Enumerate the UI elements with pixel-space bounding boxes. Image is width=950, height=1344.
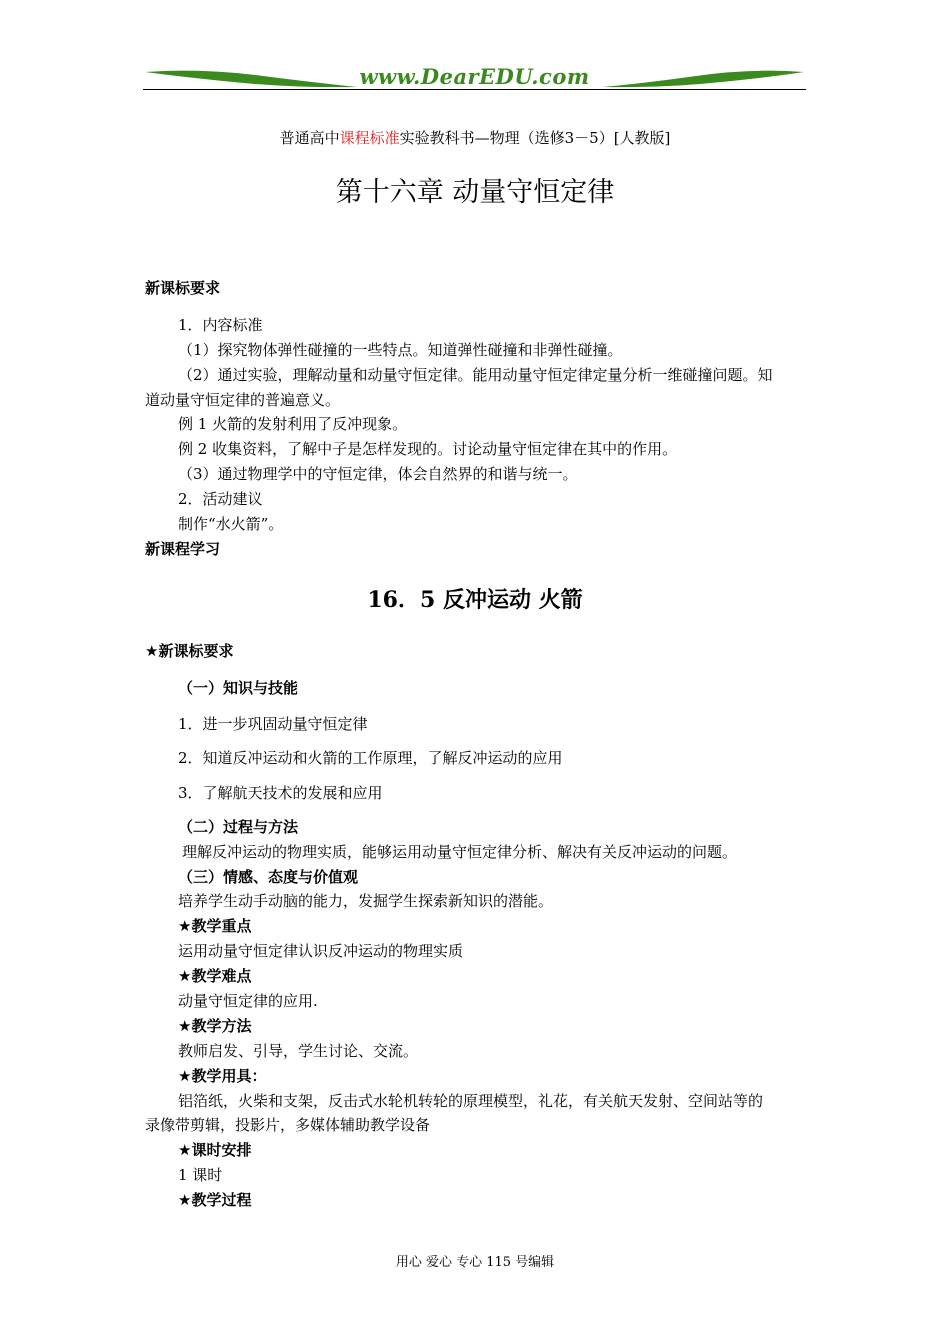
intro-line: 2．活动建议: [178, 490, 263, 508]
intro-heading: 新课标要求: [145, 279, 221, 297]
emotion-values-text: 培养学生动手动脑的能力，发掘学生探索新知识的潜能。: [178, 892, 554, 910]
chapter-title: 第十六章 动量守恒定律: [335, 177, 615, 208]
study-heading: 新课程学习: [145, 540, 221, 558]
intro-line: （3）通过物理学中的守恒定律，体会自然界的和谐与统一。: [178, 465, 578, 483]
intro-line: 例 1 火箭的发射利用了反冲现象。: [178, 415, 408, 433]
process-method-heading: （二）过程与方法: [178, 818, 299, 836]
subtitle-highlight: 课程标准: [339, 129, 400, 147]
method-text: 教师启发、引导，学生讨论、交流。: [178, 1042, 419, 1060]
intro-line: 制作“水火箭”。: [178, 515, 284, 533]
book-subtitle: 普通高中课程标准实验教科书—物理（选修3－5）[人教版]: [279, 129, 671, 147]
knowledge-item: 2．知道反冲运动和火箭的工作原理，了解反冲运动的应用: [178, 749, 563, 767]
tools-text: 录像带剪辑，投影片，多媒体辅助教学设备: [145, 1116, 431, 1134]
emotion-values-heading: （三）情感、态度与价值观: [178, 868, 359, 886]
intro-line: （1）探究物体弹性碰撞的一些特点。知道弹性碰撞和非弹性碰撞。: [178, 341, 623, 359]
key-point-text: 运用动量守恒定律认识反冲运动的物理实质: [178, 942, 464, 960]
site-logo-text: www.DearEDU.com: [359, 64, 590, 89]
schedule-heading: ★课时安排: [178, 1141, 252, 1159]
intro-line: 1．内容标准: [178, 316, 263, 334]
difficulty-text: 动量守恒定律的应用.: [178, 992, 318, 1010]
page-footer: 用心 爱心 专心 115 号编辑: [395, 1255, 555, 1270]
tools-text: 铝箔纸，火柴和支架，反击式水轮机转轮的原理模型，礼花，有关航天发射、空间站等的: [178, 1092, 764, 1110]
header-rule: [143, 89, 806, 90]
teaching-process-heading: ★教学过程: [178, 1191, 252, 1209]
intro-line: （2）通过实验，理解动量和动量守恒定律。能用动量守恒定律定量分析一维碰撞问题。知: [178, 366, 773, 384]
intro-line: 例 2 收集资料，了解中子是怎样发现的。讨论动量守恒定律在其中的作用。: [178, 440, 678, 458]
schedule-text: 1 课时: [178, 1166, 223, 1184]
header-banner: [143, 62, 806, 92]
intro-line: 道动量守恒定律的普遍意义。: [145, 391, 341, 409]
section-title: 16．5 反冲运动 火箭: [367, 587, 583, 613]
tools-heading: ★教学用具：: [178, 1067, 267, 1085]
knowledge-heading: （一）知识与技能: [178, 679, 299, 697]
requirements-heading: ★新课标要求: [145, 642, 234, 660]
key-point-heading: ★教学重点: [178, 917, 252, 935]
method-heading: ★教学方法: [178, 1017, 252, 1035]
knowledge-item: 1．进一步巩固动量守恒定律: [178, 715, 368, 733]
process-method-text: 理解反冲运动的物理实质，能够运用动量守恒定律分析、解决有关反冲运动的问题。: [182, 843, 738, 861]
knowledge-item: 3．了解航天技术的发展和应用: [178, 784, 383, 802]
difficulty-heading: ★教学难点: [178, 967, 252, 985]
